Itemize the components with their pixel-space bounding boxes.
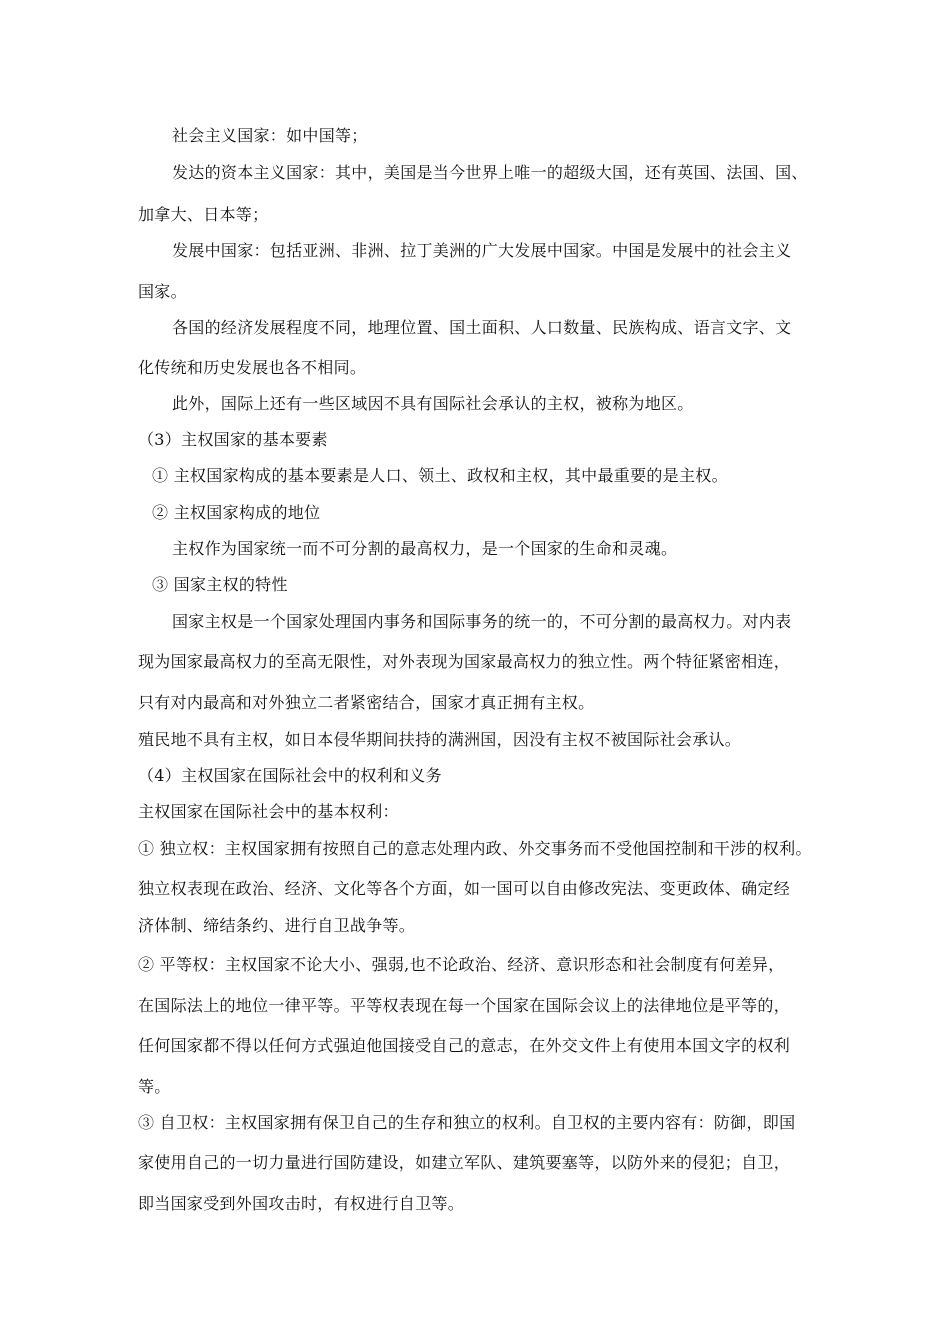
list-item: ③ 国家主权的特性 <box>152 575 288 594</box>
paragraph-line: 家使用自己的一切力量进行国防建设，如建立军队、建筑要塞等，以防外来的侵犯；自卫， <box>138 1153 791 1172</box>
paragraph-line: 等。 <box>138 1077 171 1096</box>
paragraph-line: 国家。 <box>138 282 187 301</box>
paragraph-line: 发达的资本主义国家：其中，美国是当今世界上唯一的超级大国，还有英国、法国、国、 <box>172 163 808 182</box>
list-item: ② 平等权：主权国家不论大小、强弱,也不论政治、经济、意识形态和社会制度有何差异， <box>138 955 785 974</box>
paragraph-line: 殖民地不具有主权，如日本侵华期间扶持的满洲国，因没有主权不被国际社会承认。 <box>138 730 742 749</box>
list-item: ① 独立权：主权国家拥有按照自己的意志处理内政、外交事务而不受他国控制和干涉的权利。 <box>138 839 812 858</box>
paragraph-line: 各国的经济发展程度不同，地理位置、国土面积、人口数量、民族构成、语言文字、文 <box>172 318 792 337</box>
paragraph-line: 只有对内最高和对外独立二者紧密结合，国家才真正拥有主权。 <box>138 693 595 712</box>
paragraph-line: 在国际法上的地位一律平等。平等权表现在每一个国家在国际会议上的法律地位是平等的， <box>138 996 791 1015</box>
list-item: ② 主权国家构成的地位 <box>152 503 321 522</box>
paragraph-line: 济体制、缔结条约、进行自卫战争等。 <box>138 916 416 935</box>
paragraph-line: 独立权表现在政治、经济、文化等各个方面，如一国可以自由修改宪法、变更政体、确定经 <box>138 879 791 898</box>
list-item: ① 主权国家构成的基本要素是人口、领土、政权和主权，其中最重要的是主权。 <box>152 466 728 485</box>
section-heading: （3）主权国家的基本要素 <box>138 430 328 449</box>
section-heading: （4）主权国家在国际社会中的权利和义务 <box>138 766 442 785</box>
paragraph-line: 主权作为国家统一而不可分割的最高权力，是一个国家的生命和灵魂。 <box>172 539 678 558</box>
paragraph-line: 加拿大、日本等； <box>138 205 269 224</box>
paragraph-line: 发展中国家：包括亚洲、非洲、拉丁美洲的广大发展中国家。中国是发展中的社会主义 <box>172 241 792 260</box>
paragraph-line: 即当国家受到外国攻击时，有权进行自卫等。 <box>138 1194 465 1213</box>
paragraph-line: 此外，国际上还有一些区域因不具有国际社会承认的主权，被称为地区。 <box>172 394 694 413</box>
paragraph-line: 现为国家最高权力的至高无限性，对外表现为国家最高权力的独立性。两个特征紧密相连， <box>138 652 791 671</box>
paragraph-line: 化传统和历史发展也各不相同。 <box>138 358 367 377</box>
list-item: ③ 自卫权：主权国家拥有保卫自己的生存和独立的权利。自卫权的主要内容有：防御，即国 <box>138 1113 796 1132</box>
paragraph-line: 社会主义国家：如中国等； <box>172 126 368 145</box>
paragraph-line: 国家主权是一个国家处理国内事务和国际事务的统一的，不可分割的最高权力。对内表 <box>172 612 792 631</box>
paragraph-line: 主权国家在国际社会中的基本权利： <box>138 802 399 821</box>
paragraph-line: 任何国家都不得以任何方式强迫他国接受自己的意志，在外交文件上有使用本国文字的权利 <box>138 1036 791 1055</box>
